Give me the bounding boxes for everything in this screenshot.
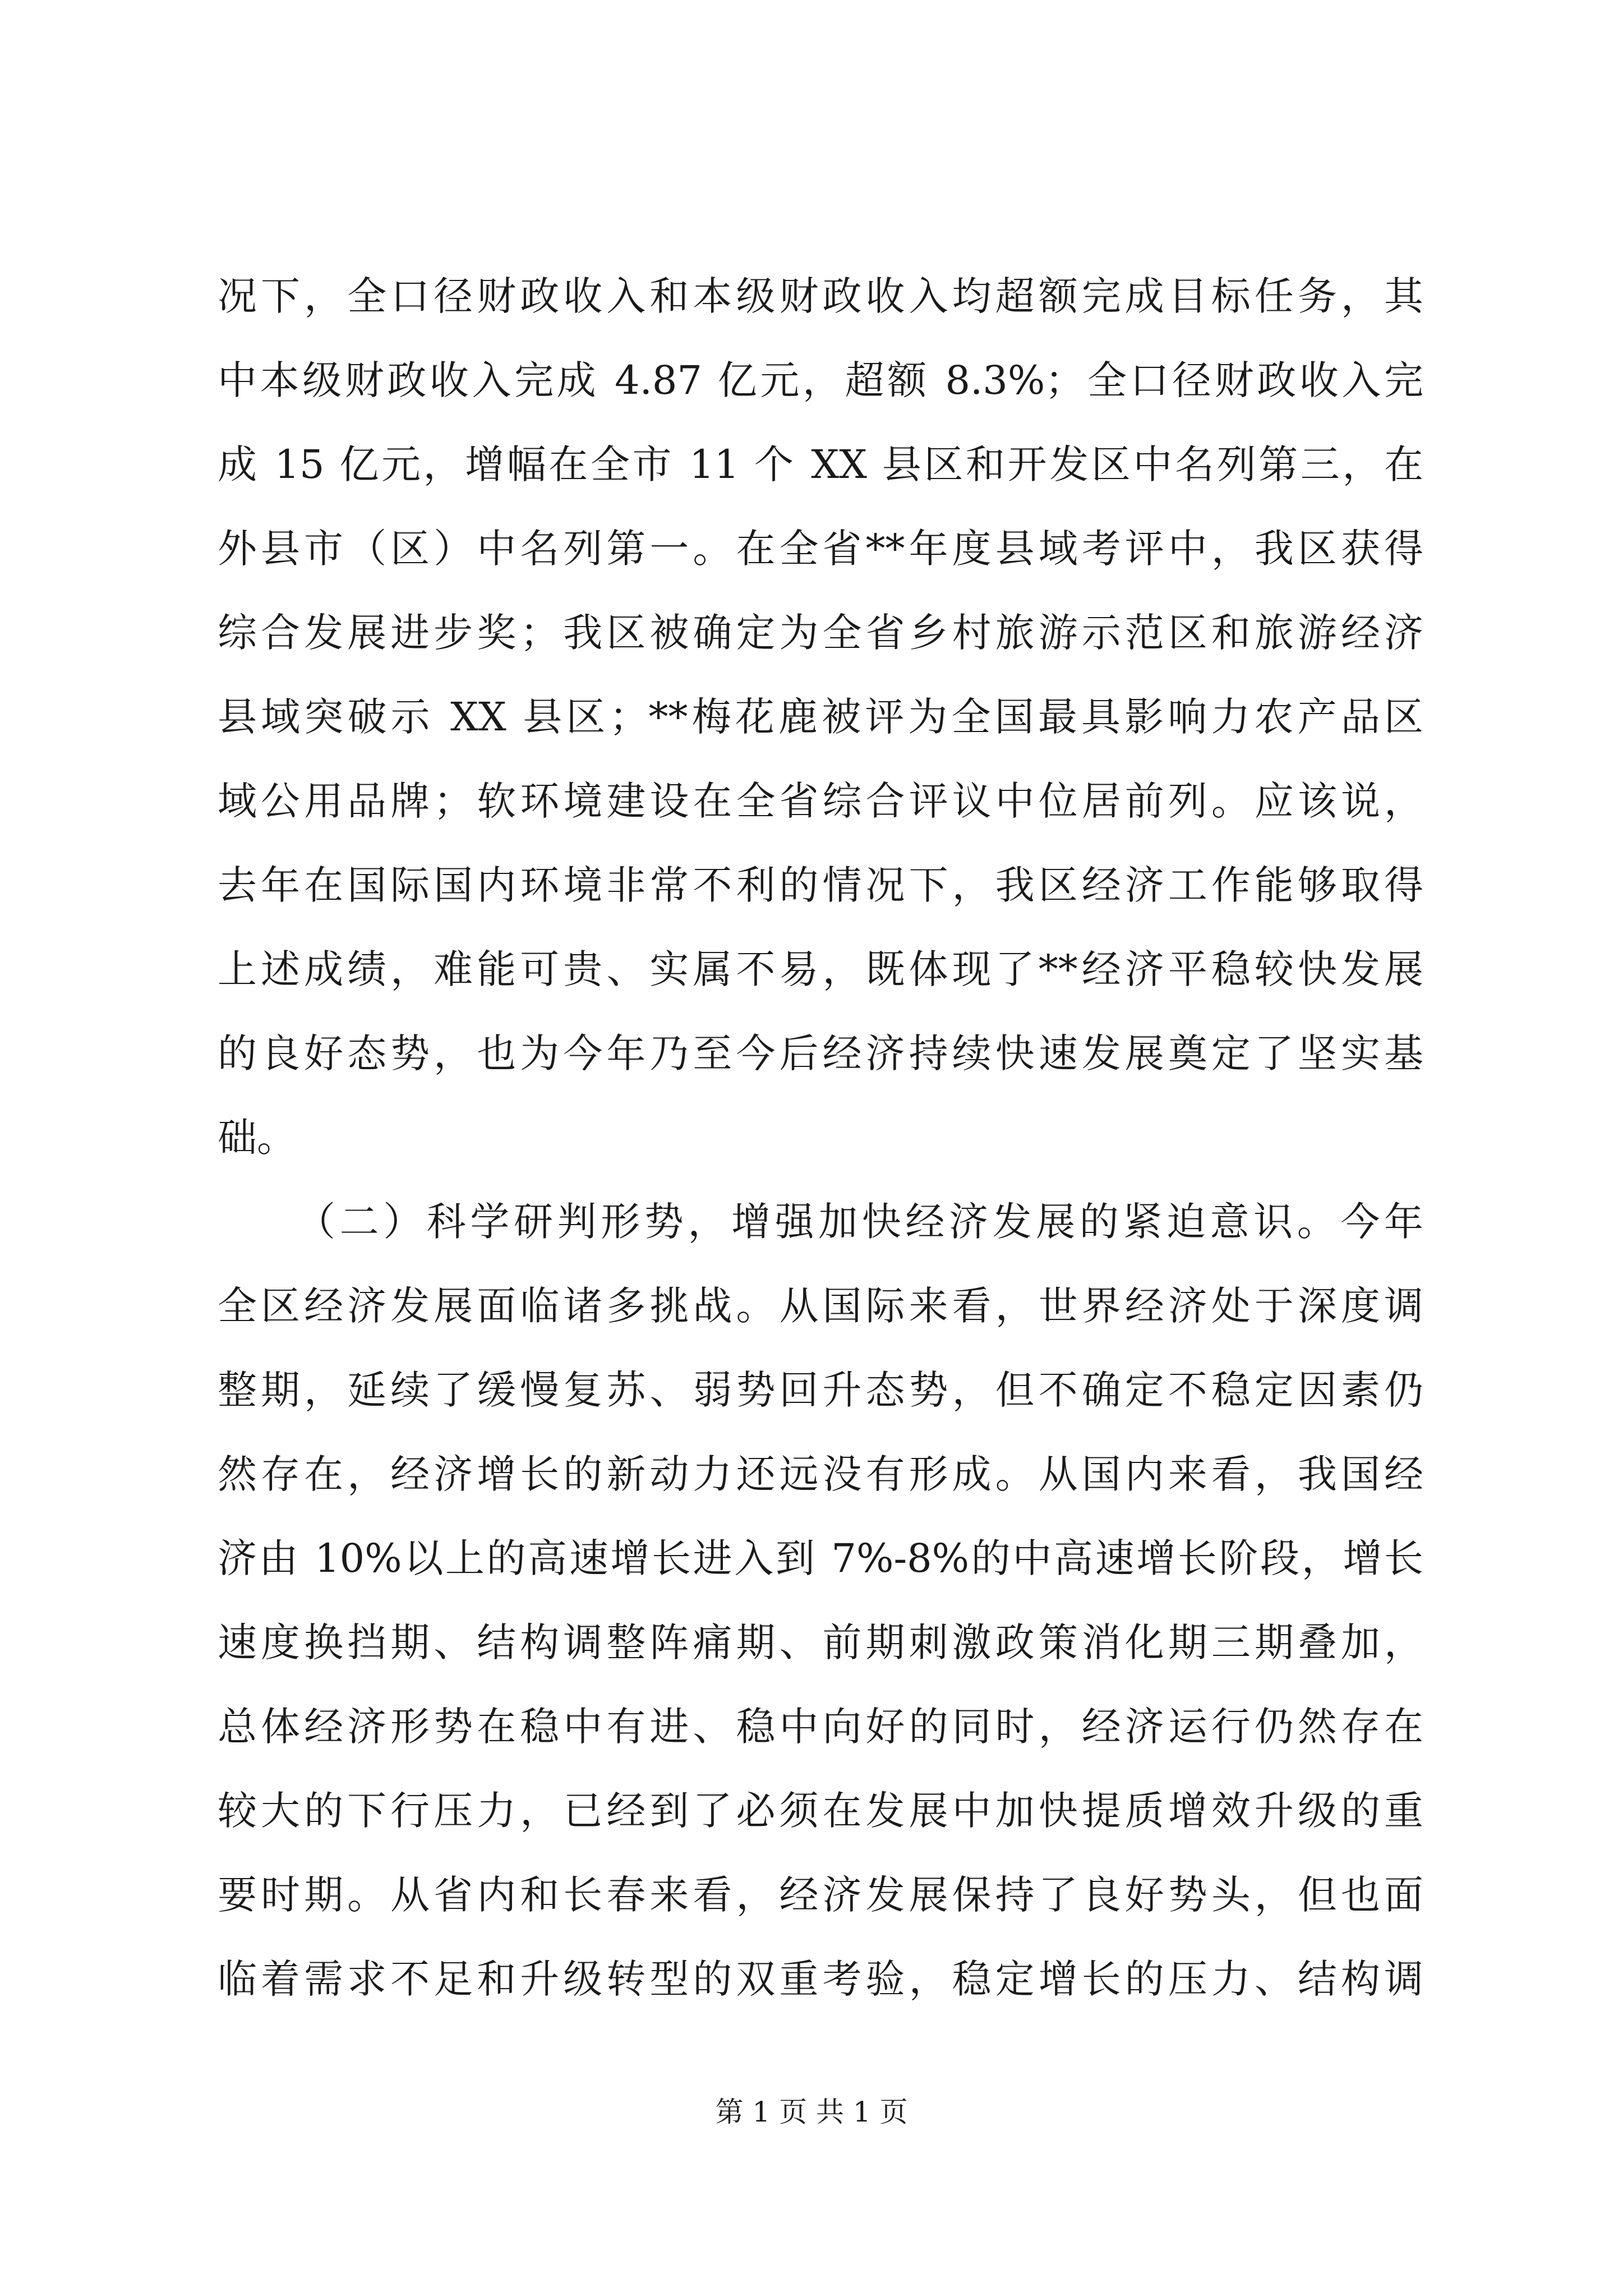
paragraph-line: 综合发展进步奖；我区被确定为全省乡村旅游示范区和旅游经济 xyxy=(218,610,1423,656)
paragraph-line: 况下，全口径财政收入和本级财政收入均超额完成目标任务，其 xyxy=(218,273,1423,319)
paragraph-line: 速度换挡期、结构调整阵痛期、前期刺激政策消化期三期叠加， xyxy=(218,1619,1423,1665)
paragraph-line: 域公用品牌；软环境建设在全省综合评议中位居前列。应该说， xyxy=(218,778,1423,824)
paragraph-line: 较大的下行压力，已经到了必须在发展中加快提质增效升级的重 xyxy=(218,1788,1423,1834)
paragraph-line: 的良好态势，也为今年乃至今后经济持续快速发展奠定了坚实基 xyxy=(218,1030,1423,1076)
paragraph-line: 临着需求不足和升级转型的双重考验，稳定增长的压力、结构调 xyxy=(218,1956,1423,2002)
paragraph-line: 上述成绩，难能可贵、实属不易，既体现了**经济平稳较快发展 xyxy=(218,946,1423,992)
paragraph-line: 成 15 亿元，增幅在全市 11 个 XX 县区和开发区中名列第三，在 xyxy=(218,441,1423,487)
paragraph-line: 济由 10%以上的高速增长进入到 7%-8%的中高速增长阶段，增长 xyxy=(218,1535,1423,1581)
paragraph-line: 要时期。从省内和长春来看，经济发展保持了良好势头，但也面 xyxy=(218,1872,1423,1918)
paragraph-line: 全区经济发展面临诸多挑战。从国际来看，世界经济处于深度调 xyxy=(218,1283,1423,1329)
paragraph-line: 整期，延续了缓慢复苏、弱势回升态势，但不确定不稳定因素仍 xyxy=(218,1367,1423,1413)
section-heading-line: （二）科学研判形势，增强加快经济发展的紧迫意识。今年 xyxy=(296,1199,1423,1245)
page-footer: 第 1 页 共 1 页 xyxy=(715,2096,908,2128)
paragraph-line: 外县市（区）中名列第一。在全省**年度县域考评中，我区获得 xyxy=(218,526,1423,572)
paragraph-line: 中本级财政收入完成 4.87 亿元，超额 8.3%；全口径财政收入完 xyxy=(218,357,1423,403)
paragraph-line: 总体经济形势在稳中有进、稳中向好的同时，经济运行仍然存在 xyxy=(218,1704,1423,1750)
paragraph-line: 县域突破示 XX 县区；**梅花鹿被评为全国最具影响力农产品区 xyxy=(218,694,1423,740)
paragraph-line: 然存在，经济增长的新动力还远没有形成。从国内来看，我国经 xyxy=(218,1451,1423,1497)
paragraph-line: 去年在国际国内环境非常不利的情况下，我区经济工作能够取得 xyxy=(218,862,1423,908)
paragraph-line: 础。 xyxy=(218,1115,296,1161)
